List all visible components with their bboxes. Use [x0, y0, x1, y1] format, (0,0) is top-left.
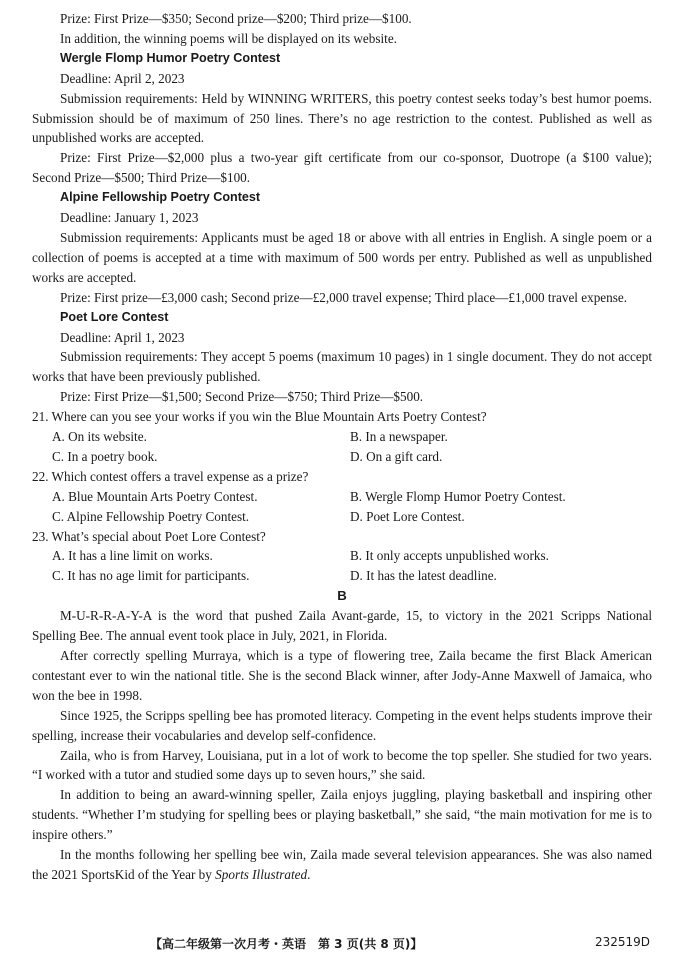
- option-d[interactable]: D. It has the latest deadline.: [350, 568, 497, 584]
- question-options: [32, 546, 652, 586]
- contest-prize-alpine: Prize: First prize—£3,000 cash; Second prize—£2,000 travel expense; Third place—£1,000 travel expense.: [60, 289, 628, 305]
- footer-exam-info: 【高二年级第一次月考・英语 第 3 页(共 8 页)】: [150, 937, 423, 951]
- contest-prize-poet-lore: Prize: First Prize—$1,500; Second Prize—$750; Third Prize—$500.: [60, 389, 424, 405]
- contest-requirements-alpine: Submission requirements: Applicants must be aged 18 or above with all entries in English. A single poem or a collection of poems is accepted at a time with maximum of 500 words per entry. Published as well as unpublished works are accepted.: [32, 229, 652, 285]
- paragraph-6-end: .: [307, 866, 311, 882]
- contest-title-poet-lore: Poet Lore Contest: [60, 309, 169, 324]
- option-a[interactable]: A. Blue Mountain Arts Poetry Contest.: [52, 488, 258, 504]
- contest-title-wergle: Wergle Flomp Humor Poetry Contest: [60, 50, 281, 65]
- contest-deadline-wergle: Deadline: April 2, 2023: [60, 70, 185, 86]
- question-options: [32, 427, 652, 467]
- section-b-label: B: [337, 588, 347, 604]
- passage-b-paragraph-6: [32, 845, 652, 885]
- contest-requirements-poet-lore: Submission requirements: They accept 5 poems (maximum 10 pages) in 1 single document. They do not accept works that have been previously published.: [32, 349, 652, 385]
- paragraph-6-text: In the months following her spelling bee win, Zaila made several television appearances. She was also named the 2021 SportsKid of the Year by: [32, 847, 652, 882]
- option-b[interactable]: B. In a newspaper.: [350, 429, 448, 445]
- option-c[interactable]: C. Alpine Fellowship Poetry Contest.: [52, 508, 250, 524]
- option-a[interactable]: A. It has a line limit on works.: [52, 548, 213, 564]
- contest-requirements-wergle: Submission requirements: Held by WINNING WRITERS, this poetry contest seeks today’s best humor poems. Submission should be of maximum of 250 lines. There’s no age restriction to the contest. Published as well as unpublished works are accepted.: [32, 90, 652, 146]
- option-b[interactable]: B. Wergle Flomp Humor Poetry Contest.: [350, 488, 566, 504]
- option-a[interactable]: A. On its website.: [52, 429, 147, 445]
- blue-mountain-prize: Prize: First Prize—$350; Second prize—$200; Third prize—$100.: [60, 11, 412, 26]
- contest-prize-wergle: Prize: First Prize—$2,000 plus a two-year gift certificate from our co-sponsor, Duotrope (a $100 value); Second Prize—$500; Third Prize—$100.: [32, 150, 652, 186]
- question-options: [32, 487, 652, 527]
- option-b[interactable]: B. It only accepts unpublished works.: [350, 548, 549, 564]
- question-stem: 22. Which contest offers a travel expense as a prize?: [32, 468, 309, 484]
- exam-page: [32, 9, 652, 885]
- question-22: [32, 467, 652, 527]
- contest-title-alpine: Alpine Fellowship Poetry Contest: [60, 190, 261, 205]
- passage-b-paragraph-4: Zaila, who is from Harvey, Louisiana, put in a lot of work to become the top speller. She studied for two years. “I worked with a tutor and studied some days up to seven hours,” she said.: [32, 747, 652, 783]
- question-23: [32, 527, 652, 587]
- option-d[interactable]: D. Poet Lore Contest.: [350, 508, 465, 524]
- footer-code: 232519D: [594, 935, 650, 949]
- option-c[interactable]: C. It has no age limit for participants.: [52, 568, 250, 584]
- option-d[interactable]: D. On a gift card.: [350, 448, 443, 464]
- question-21: [32, 407, 652, 467]
- passage-b-paragraph-2: After correctly spelling Murraya, which is a type of flowering tree, Zaila became the first Black American contestant ever to win the national title. She is the second Black winner, after Jody-Anne Maxwell of Jamaica, who won the bee in 1998.: [32, 648, 652, 703]
- contest-deadline-poet-lore: Deadline: April 1, 2023: [60, 329, 185, 345]
- magazine-title: Sports Illustrated: [215, 866, 308, 882]
- blue-mountain-display-note: In addition, the winning poems will be displayed on its website.: [60, 30, 397, 46]
- question-stem: 23. What’s special about Poet Lore Contest?: [32, 528, 266, 544]
- page-footer: [0, 935, 677, 955]
- passage-b-paragraph-1: M-U-R-R-A-Y-A is the word that pushed Zaila Avant-garde, 15, to victory in the 2021 Scripps National Spelling Bee. The annual event took place in July, 2021, in Florida.: [32, 608, 652, 644]
- passage-b-paragraph-3: Since 1925, the Scripps spelling bee has promoted literacy. Competing in the event helps students improve their spelling, increase their vocabularies and develop self-confidence.: [32, 707, 652, 743]
- contest-deadline-alpine: Deadline: January 1, 2023: [60, 210, 199, 226]
- option-c[interactable]: C. In a poetry book.: [52, 448, 158, 464]
- passage-b-paragraph-5: In addition to being an award-winning speller, Zaila enjoys juggling, playing basketball and inspiring other students. “Whether I’m studying for spelling bees or playing basketball,” she said, “the main motivation for me is to inspire others.”: [32, 787, 652, 843]
- question-stem: 21. Where can you see your works if you win the Blue Mountain Arts Poetry Contest?: [32, 409, 487, 425]
